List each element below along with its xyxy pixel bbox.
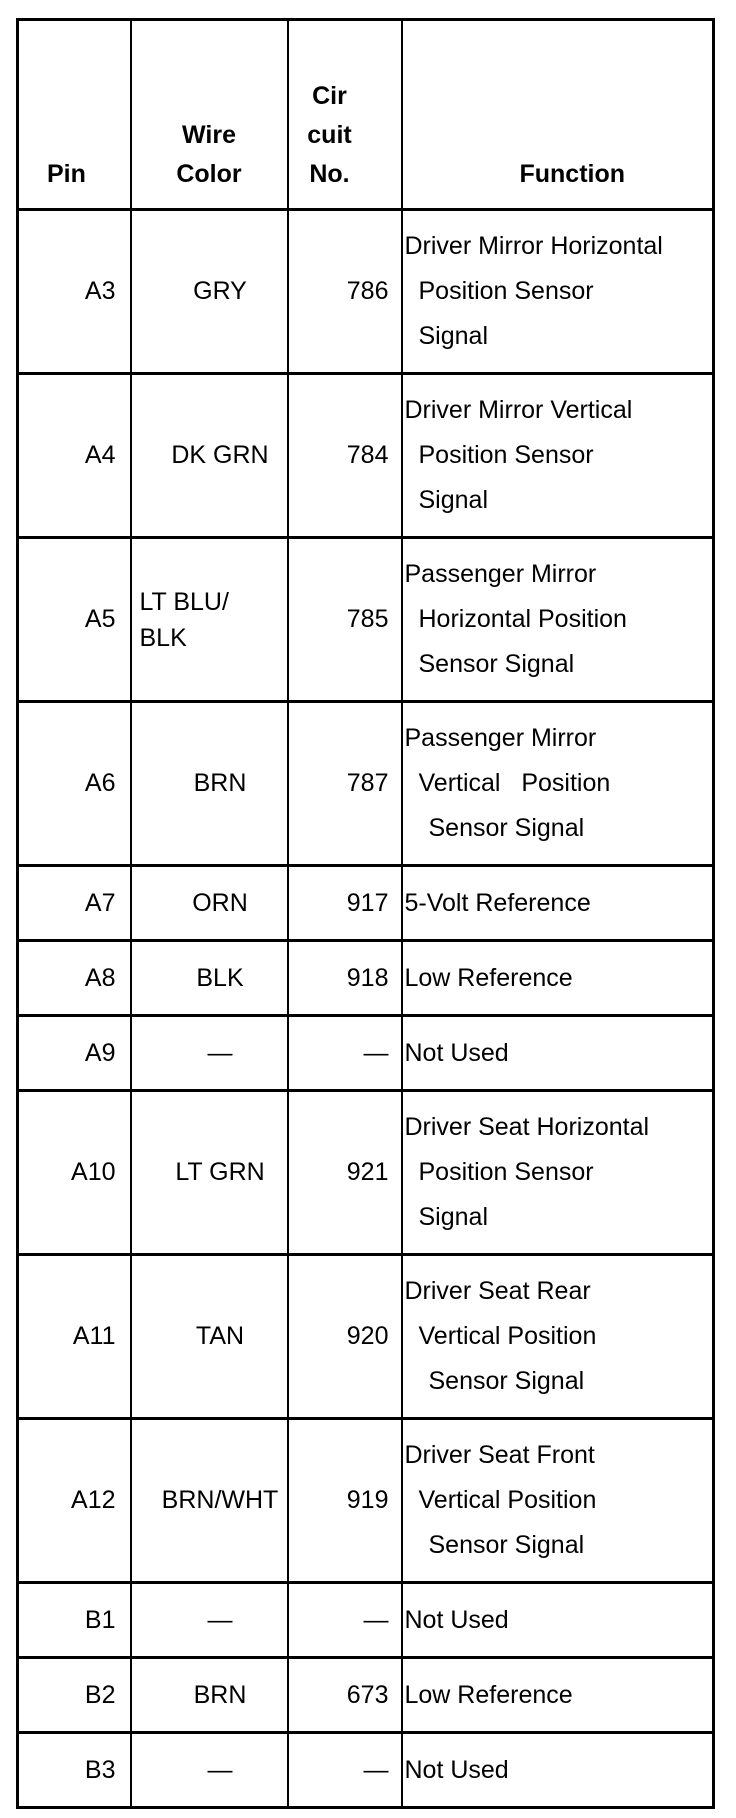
circuit-number-cell: 787	[288, 702, 402, 866]
function-cell	[402, 941, 714, 1016]
function-line: Passenger Mirror	[404, 560, 597, 588]
circuit-number-cell: 786	[288, 210, 402, 374]
pin-cell: A9	[18, 1016, 131, 1091]
function-cell	[402, 1583, 714, 1658]
function-line: Vertical Position	[418, 1486, 597, 1514]
function-line: Vertical Position	[418, 1322, 597, 1350]
function-line: Not Used	[404, 1755, 509, 1784]
table-row	[18, 374, 714, 538]
function-cell	[402, 538, 714, 702]
wire-color-cell: LT BLU/ BLK	[131, 538, 288, 702]
function-line: Sensor Signal	[428, 814, 585, 842]
header-wire-color-line: Wire	[182, 121, 236, 149]
wire-color-cell: BRN/WHT	[131, 1419, 288, 1583]
table-row	[18, 1583, 714, 1658]
header-pin: Pin	[18, 20, 131, 210]
pin-cell: B2	[18, 1658, 131, 1733]
function-line: Sensor Signal	[418, 650, 575, 678]
pin-cell: A3	[18, 210, 131, 374]
header-function: Function	[402, 20, 714, 210]
function-line: Vertical Position	[418, 769, 611, 797]
circuit-number-cell: —	[288, 1733, 402, 1808]
function-cell	[402, 1419, 714, 1583]
header-circuit-no-line: Cir	[312, 82, 347, 110]
circuit-number-cell: 918	[288, 941, 402, 1016]
pin-cell: A6	[18, 702, 131, 866]
function-line: Position Sensor	[418, 441, 594, 469]
wire-color-cell: —	[131, 1016, 288, 1091]
function-line: Low Reference	[404, 963, 573, 992]
function-cell	[402, 866, 714, 941]
function-cell	[402, 702, 714, 866]
circuit-number-cell: 917	[288, 866, 402, 941]
pin-cell: A12	[18, 1419, 131, 1583]
function-cell	[402, 1658, 714, 1733]
pin-cell: A8	[18, 941, 131, 1016]
function-line: Sensor Signal	[428, 1531, 585, 1559]
wire-color-cell: BRN	[131, 702, 288, 866]
pin-cell: B3	[18, 1733, 131, 1808]
circuit-number-cell: 673	[288, 1658, 402, 1733]
wire-color-cell: BLK	[131, 941, 288, 1016]
function-line: Position Sensor	[418, 277, 594, 305]
wire-color-cell: ORN	[131, 866, 288, 941]
pin-cell: A11	[18, 1255, 131, 1419]
function-line: Position Sensor	[418, 1158, 594, 1186]
function-line: Driver Mirror Horizontal	[404, 232, 663, 260]
header-circuit-no-line: No.	[309, 160, 350, 188]
header-circuit-no	[288, 20, 402, 210]
function-line: Driver Seat Front	[404, 1441, 595, 1469]
wire-color-cell: GRY	[131, 210, 288, 374]
header-wire-color	[131, 20, 288, 210]
table-body	[18, 210, 714, 1808]
pin-cell: A4	[18, 374, 131, 538]
function-line: Not Used	[404, 1605, 509, 1634]
circuit-number-cell: 784	[288, 374, 402, 538]
function-line: 5-Volt Reference	[404, 888, 591, 917]
circuit-number-cell: 920	[288, 1255, 402, 1419]
table-row	[18, 702, 714, 866]
table-row	[18, 866, 714, 941]
wire-color-cell: LT GRN	[131, 1091, 288, 1255]
function-cell	[402, 210, 714, 374]
function-line: Driver Seat Horizontal	[404, 1113, 650, 1141]
table-row	[18, 1733, 714, 1808]
table-row	[18, 1255, 714, 1419]
header-circuit-no-line: cuit	[307, 121, 352, 149]
wire-color-cell: —	[131, 1583, 288, 1658]
circuit-number-cell: 785	[288, 538, 402, 702]
function-cell	[402, 1255, 714, 1419]
function-cell	[402, 374, 714, 538]
wire-color-cell: BRN	[131, 1658, 288, 1733]
table-row	[18, 538, 714, 702]
function-line: Signal	[418, 1203, 488, 1231]
circuit-number-cell: 919	[288, 1419, 402, 1583]
function-line: Passenger Mirror	[404, 724, 597, 752]
function-line: Sensor Signal	[428, 1367, 585, 1395]
circuit-number-cell: —	[288, 1583, 402, 1658]
pin-cell: B1	[18, 1583, 131, 1658]
table-row	[18, 1419, 714, 1583]
table-row	[18, 210, 714, 374]
pin-cell: A5	[18, 538, 131, 702]
function-line: Signal	[418, 486, 488, 514]
function-line: Low Reference	[404, 1680, 573, 1709]
function-cell	[402, 1091, 714, 1255]
function-line: Driver Mirror Vertical	[404, 396, 633, 424]
circuit-number-cell: 921	[288, 1091, 402, 1255]
function-line: Horizontal Position	[418, 605, 627, 633]
table-row	[18, 1091, 714, 1255]
function-cell	[402, 1733, 714, 1808]
table-row	[18, 1658, 714, 1733]
circuit-number-cell: —	[288, 1016, 402, 1091]
wire-color-cell: TAN	[131, 1255, 288, 1419]
wire-color-cell: —	[131, 1733, 288, 1808]
function-line: Driver Seat Rear	[404, 1277, 591, 1305]
pin-cell: A10	[18, 1091, 131, 1255]
function-line: Not Used	[404, 1038, 509, 1067]
connector-pin-table	[16, 18, 715, 1809]
function-line: Signal	[418, 322, 488, 350]
wire-color-cell: DK GRN	[131, 374, 288, 538]
function-cell	[402, 1016, 714, 1091]
table-row	[18, 941, 714, 1016]
header-wire-color-line: Color	[176, 160, 242, 188]
table-row	[18, 1016, 714, 1091]
pin-cell: A7	[18, 866, 131, 941]
header-row	[18, 20, 714, 210]
